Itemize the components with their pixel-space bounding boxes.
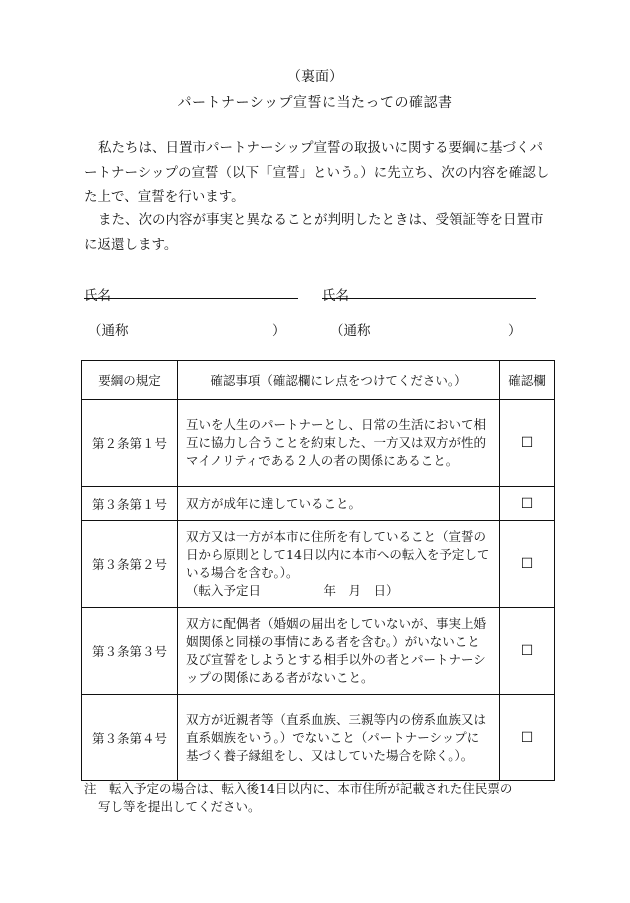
alias-close-right: ） xyxy=(508,323,522,339)
rule-cell: 第３条第１号 xyxy=(82,487,178,521)
alias-close-left: ） xyxy=(272,323,286,339)
item-cell: 互いを人生のパートナーとし、日常の生活において相互に協力し合うことを約束した、一方又は双方が性的マイノリティである２人の者の関係にあること。 xyxy=(178,400,500,487)
checkbox[interactable]: ☐ xyxy=(500,608,555,695)
header-item: 確認事項（確認欄にレ点をつけてください。） xyxy=(178,361,500,400)
name-label-left: 氏名 xyxy=(84,288,111,304)
intro-paragraph: 私たちは、日置市パートナーシップ宣誓の取扱いに関する要綱に基づくパートナーシップの宣誓（以下「宣誓」という。）に先立ち、次の内容を確認した上で、宣誓を行います。 xyxy=(84,140,550,205)
table-header-row xyxy=(82,361,555,400)
rule-cell: 第３条第３号 xyxy=(82,608,178,695)
rule-cell: 第２条第１号 xyxy=(82,400,178,487)
alias-open-left: （通称 xyxy=(88,323,129,339)
rule-cell: 第３条第２号 xyxy=(82,521,178,608)
checkbox[interactable]: ☐ xyxy=(500,521,555,608)
table-row xyxy=(82,608,555,695)
table-row xyxy=(82,400,555,487)
return-paragraph: また、次の内容が事実と異なることが判明したときは、受領証等を日置市に返還します。 xyxy=(84,212,544,253)
name-field-left[interactable] xyxy=(84,298,298,299)
move-in-date: （転入予定日 年 月 日） xyxy=(186,583,399,598)
checkbox[interactable]: ☐ xyxy=(500,695,555,781)
header-rule: 要綱の規定 xyxy=(82,361,178,400)
item-cell: 双方が成年に達していること。 xyxy=(178,487,500,521)
item-cell: 双方が近親者等（直系血族、三親等内の傍系血族又は直系姻族をいう。）でないこと（パートナーシップに基づく養子縁組をし、又はしていた場合を除く。）。 xyxy=(178,695,500,781)
item-cell: 双方に配偶者（婚姻の届出をしていないが、事実上婚姻関係と同様の事情にある者を含む。）がいないこと及び宣誓をしようとする相手以外の者とパートナーシップの関係にある者がないこと。 xyxy=(178,608,500,695)
note-line-1: 注 転入予定の場合は、転入後14日以内に、本市住所が記載された住民票の xyxy=(84,781,513,796)
rule-cell: 第３条第４号 xyxy=(82,695,178,781)
name-field-right[interactable] xyxy=(322,298,536,299)
table-row xyxy=(82,695,555,781)
confirmation-table xyxy=(81,360,555,781)
checkbox[interactable]: ☐ xyxy=(500,487,555,521)
name-label-right: 氏名 xyxy=(322,288,349,304)
table-row xyxy=(82,521,555,608)
table-row xyxy=(82,487,555,521)
document-title: パートナーシップ宣誓に当たっての確認書 xyxy=(177,95,453,111)
document-subtitle: （裏面） xyxy=(287,69,343,85)
item-cell xyxy=(178,521,500,608)
item-text: 双方又は一方が本市に住所を有していること（宣誓の日から原則として14日以内に本市への転入を予定している場合を含む。）。 xyxy=(186,529,490,580)
header-check: 確認欄 xyxy=(500,361,555,400)
alias-open-right: （通称 xyxy=(330,323,371,339)
note-line-2: 写し等を提出してください。 xyxy=(98,799,261,814)
checkbox[interactable]: ☐ xyxy=(500,400,555,487)
